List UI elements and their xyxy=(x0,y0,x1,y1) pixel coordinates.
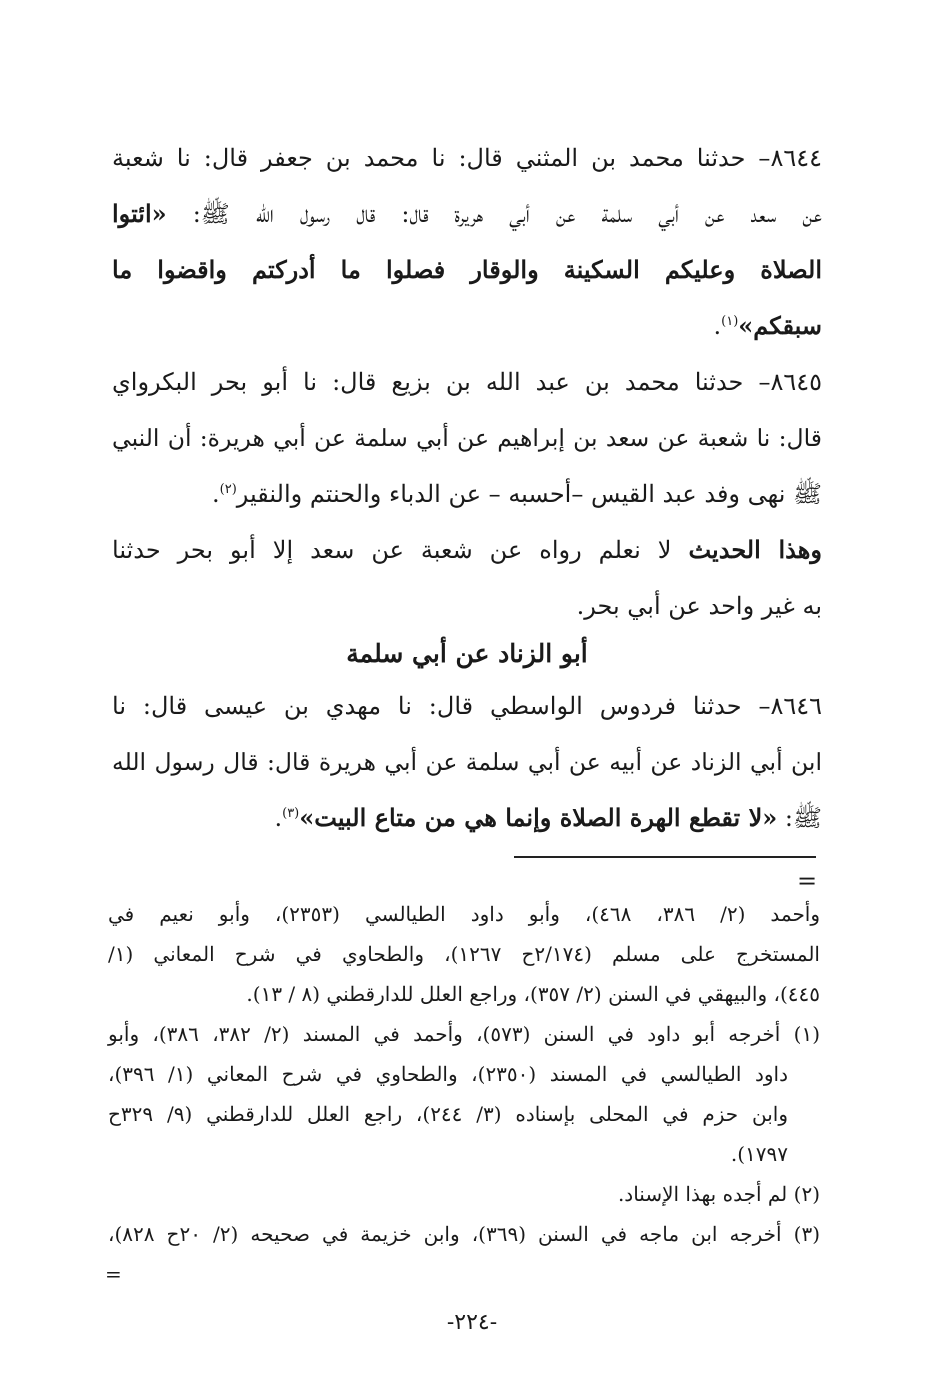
hadith-8645-line-2: قال: نا شعبة عن سعد بن إبراهيم عن أبي سلمة عن أبي هريرة: أن النبي xyxy=(112,424,822,452)
hadith-8646-line-2: ابن أبي الزناد عن أبيه عن أبي سلمة عن أبي هريرة قال: قال رسول الله xyxy=(112,748,822,776)
main-text-2 xyxy=(112,678,822,846)
footnote-continues-mark: = xyxy=(105,1262,122,1286)
hadith-8645-line-1: ٨٦٤٥– حدثنا محمد بن عبد الله بن بزيع قال: نا أبو بحر البكرواي xyxy=(112,368,822,396)
footnote-cont-line-3: ٤٤٥)، والبيهقي في السنن (٢/ ٣٥٧)، وراجع العلل للدارقطني (٨ / ١٣). xyxy=(246,982,820,1006)
commentary-line-2: به غير واحد عن أبي بحر. xyxy=(576,592,822,620)
hadith-8644-matn-start: «ائتوا xyxy=(112,199,167,228)
salutation: ﷺ: xyxy=(777,804,822,832)
commentary-line-1 xyxy=(112,522,822,578)
period: . xyxy=(713,312,722,340)
hadith-8644-line-4 xyxy=(112,298,822,354)
footnote-1-line-2: داود الطيالسي في المسند (٢٣٥٠)، والطحاوي في شرح المعاني (١/ ٣٩٦)، xyxy=(108,1062,788,1086)
hadith-8645-line-3 xyxy=(112,466,822,522)
footnote-1-line-3: وابن حزم في المحلى بإسناده (٣/ ٢٤٤)، راجع العلل للدارقطني (٩/ ٣٢٩ح xyxy=(108,1102,788,1126)
commentary-text: لا نعلم رواه عن شعبة عن سعد إلا أبو بحر حدثنا xyxy=(112,536,689,564)
hadith-8644-line-1: ٨٦٤٤– حدثنا محمد بن المثني قال: نا محمد بن جعفر قال: نا شعبة xyxy=(112,144,822,172)
footnote-cont-line-2: المستخرج على مسلم (٢/١٧٤ح ١٢٦٧)، والطحاوي في شرح المعاني (١/ xyxy=(108,942,820,966)
continuation-mark: = xyxy=(797,867,818,895)
hadith-8644-matn-end: سبقكم» xyxy=(738,311,822,340)
period: . xyxy=(211,480,220,508)
footnote-ref-3: (٣) xyxy=(282,806,300,821)
footnote-1-line-1: (١) أخرجه أبو داود في السنن (٥٧٣)، وأحمد في المسند (٢/ ٣٨٢، ٣٨٦)، وأبو xyxy=(108,1022,821,1046)
footnotes xyxy=(108,894,820,1254)
period: . xyxy=(274,804,283,832)
hadith-8645-text: ﷺ نهى وفد عبد القيس –أحسبه – عن الدباء والحنتم والنقير xyxy=(236,480,822,508)
footnote-2: (٢) لم أجده بهذا الإسناد. xyxy=(617,1182,820,1206)
page-number: -٢٢٤- xyxy=(446,1310,498,1335)
footnote-3: (٣) أخرجه ابن ماجه في السنن (٣٦٩)، وابن خزيمة في صحيحه (٢/ ٢٠ح ٨٢٨)، xyxy=(108,1222,820,1246)
hadith-8644-line-3 xyxy=(112,242,822,298)
hadith-8644-line-2 xyxy=(112,186,822,242)
footnote-ref-2: (٢) xyxy=(219,482,237,497)
hadith-8646-matn: «لا تقطع الهرة الصلاة وإنما هي من متاع البيت» xyxy=(299,803,778,832)
main-text xyxy=(112,130,822,634)
commentary-lead: وهذا الحديث xyxy=(688,535,822,564)
footnote-ref-1: (١) xyxy=(721,314,739,329)
section-heading: أبو الزناد عن أبي سلمة xyxy=(346,639,588,668)
hadith-8646-line-3 xyxy=(112,790,822,846)
hadith-8646-line-1: ٨٦٤٦– حدثنا فردوس الواسطي قال: نا مهدي بن عيسى قال: نا xyxy=(112,692,822,720)
footnote-separator xyxy=(514,856,816,858)
hadith-8644-isnad: عن سعد عن أبي سلمة عن أبي هريرة قال: قال رسول الله ﷺ: xyxy=(166,200,822,228)
hadith-8644-matn: الصلاة وعليكم السكينة والوقار فصلوا ما أدركتم واقضوا ما xyxy=(112,255,822,284)
footnote-cont-line-1: وأحمد (٢/ ٣٨٦، ٤٦٨)، وأبو داود الطيالسي (٢٣٥٣)، وأبو نعيم في xyxy=(108,902,821,926)
footnote-1-line-4: ١٧٩٧). xyxy=(730,1142,788,1166)
